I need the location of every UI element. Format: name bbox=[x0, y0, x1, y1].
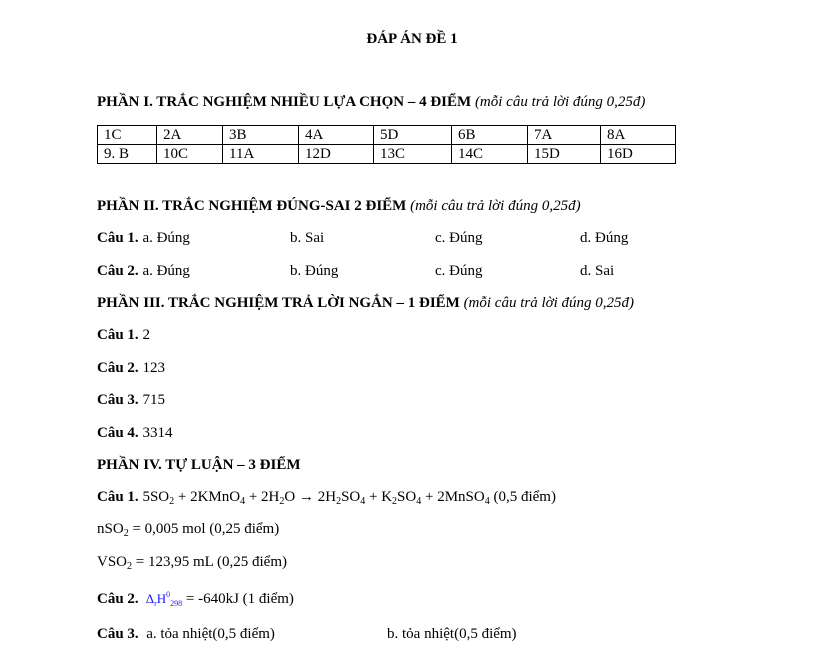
table-cell: 12D bbox=[299, 145, 374, 164]
question-label: Câu 2. bbox=[97, 263, 139, 279]
part2-note: (mỗi câu trả lời đúng 0,25đ) bbox=[410, 198, 581, 214]
table-cell: 9. B bbox=[98, 145, 157, 164]
table-cell: 16D bbox=[601, 145, 676, 164]
enthalpy-symbol: $\Delta_rH^0_{298}$ bbox=[142, 590, 183, 608]
part3-heading-text: PHẦN III. TRẮC NGHIỆM TRẢ LỜI NGẮN – 1 ĐIỂM bbox=[97, 295, 460, 311]
part3-heading bbox=[97, 295, 634, 312]
option-d: d. Đúng bbox=[580, 230, 629, 246]
part2-heading-text: PHẦN II. TRẮC NGHIỆM ĐÚNG-SAI 2 ĐIỂM bbox=[97, 198, 407, 214]
option-b: b. Sai bbox=[290, 230, 325, 246]
question-label: Câu 1. bbox=[97, 230, 139, 246]
table-cell: 5D bbox=[374, 126, 452, 145]
table-cell: 7A bbox=[528, 126, 601, 145]
table-cell: 6B bbox=[452, 126, 528, 145]
table-cell: 1C bbox=[98, 126, 157, 145]
part3-answer: Câu 1. 2 bbox=[97, 327, 150, 343]
question-label: Câu 1. bbox=[97, 489, 139, 505]
table-row bbox=[98, 145, 676, 164]
table-cell: 14C bbox=[452, 145, 528, 164]
part4-q2 bbox=[97, 590, 294, 608]
option-a: a. Đúng bbox=[142, 230, 190, 246]
part1-note: (mỗi câu trả lời đúng 0,25đ) bbox=[474, 94, 646, 110]
option-d: d. Sai bbox=[580, 263, 615, 279]
part1-heading bbox=[97, 94, 645, 111]
part3-note: (mỗi câu trả lời đúng 0,25đ) bbox=[463, 295, 635, 311]
table-cell: 11A bbox=[223, 145, 299, 164]
question-label: Câu 3. bbox=[97, 626, 139, 642]
table-cell: 10C bbox=[157, 145, 223, 164]
part3-answer: Câu 3. 715 bbox=[97, 392, 165, 408]
option-c: c. Đúng bbox=[435, 230, 483, 246]
option-a: a. tỏa nhiệt(0,5 điểm) bbox=[146, 626, 275, 642]
page-title: ĐÁP ÁN ĐỀ 1 bbox=[366, 31, 458, 47]
part4-q3 bbox=[97, 626, 275, 643]
table-cell: 13C bbox=[374, 145, 452, 164]
part3-answer: Câu 4. 3314 bbox=[97, 425, 173, 441]
points: (0,5 điểm) bbox=[493, 489, 556, 505]
question-label: Câu 2. bbox=[97, 591, 139, 607]
table-cell: 2A bbox=[157, 126, 223, 145]
answer-table bbox=[97, 125, 676, 164]
table-cell: 15D bbox=[528, 145, 601, 164]
part4-q1-equation: Câu 1. $5SO_2$ + 2KMnO$_4$ + $2H_2O \to 2H_2SO_4 + K_2SO_4$ + 2MnSO$_4$ (0,5 điểm) bbox=[97, 489, 556, 507]
part3-answer: Câu 2. 123 bbox=[97, 360, 165, 376]
table-cell: 3B bbox=[223, 126, 299, 145]
option-b: b. tỏa nhiệt(0,5 điểm) bbox=[387, 626, 517, 642]
table-row bbox=[98, 126, 676, 145]
option-b: b. Đúng bbox=[290, 263, 339, 279]
part4-vso2: $VSO_2 = 123,95$ mL (0,25 điểm) bbox=[97, 554, 287, 572]
option-c: c. Đúng bbox=[435, 263, 483, 279]
table-cell: 8A bbox=[601, 126, 676, 145]
part4-heading: PHẦN IV. TỰ LUẬN – 3 ĐIỂM bbox=[97, 457, 301, 473]
table-cell: 4A bbox=[299, 126, 374, 145]
q2-value: = -640kJ (1 điểm) bbox=[185, 591, 294, 607]
part4-nso2: nSO$_2$ = 0,005 mol (0,25 điểm) bbox=[97, 521, 280, 539]
part2-heading bbox=[97, 198, 581, 215]
part1-heading-text: PHẦN I. TRẮC NGHIỆM NHIỀU LỰA CHỌN – 4 ĐIỂM bbox=[97, 94, 472, 110]
option-a: a. Đúng bbox=[142, 263, 190, 279]
